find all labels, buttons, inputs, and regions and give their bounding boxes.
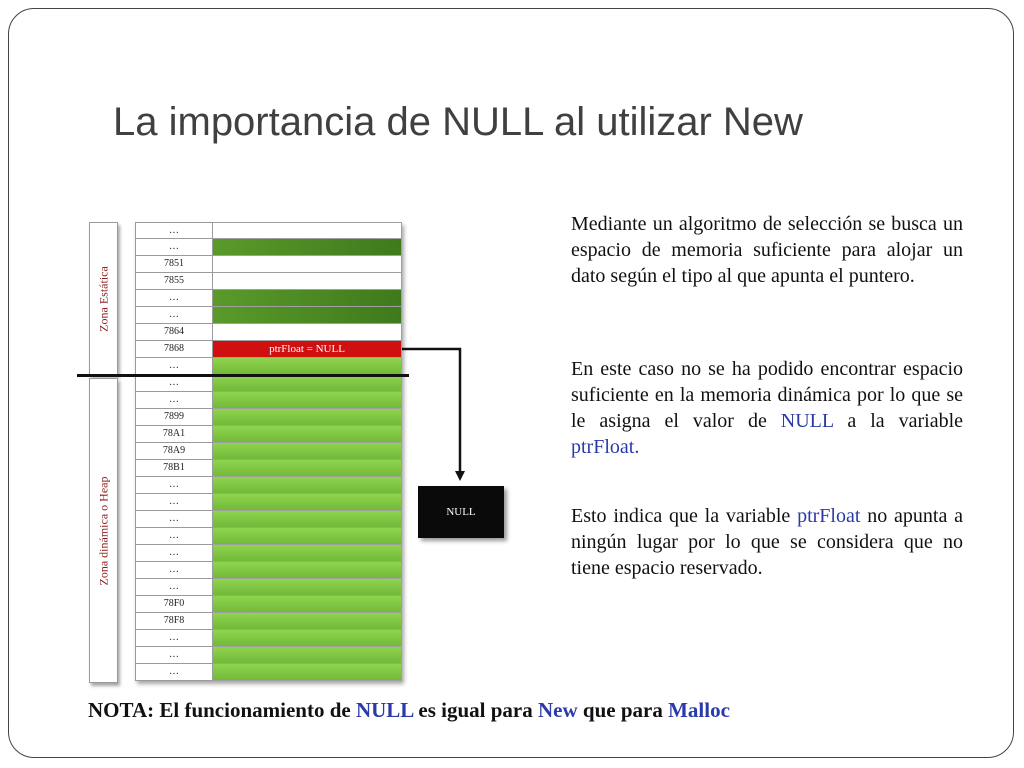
- static-zone-box: [89, 222, 118, 375]
- memory-cell: [213, 545, 402, 562]
- memory-cell: [213, 511, 402, 528]
- memory-cell: [213, 239, 402, 256]
- paragraph-3-var: ptrFloat: [797, 505, 861, 527]
- memory-row: [135, 443, 402, 460]
- memory-row: [135, 511, 402, 528]
- memory-cell: [213, 528, 402, 545]
- memory-cell: [213, 562, 402, 579]
- slide-title: La importancia de NULL al utilizar New: [113, 100, 803, 144]
- memory-cell: [213, 307, 402, 324]
- memory-table: [135, 222, 402, 681]
- memory-address: 7855: [135, 273, 213, 290]
- memory-row: [135, 273, 402, 290]
- memory-cell: [213, 273, 402, 290]
- memory-address: …: [135, 239, 213, 256]
- memory-row: [135, 545, 402, 562]
- note-line: [88, 698, 730, 723]
- memory-address: 78F0: [135, 596, 213, 613]
- memory-cell: [213, 460, 402, 477]
- memory-row: [135, 494, 402, 511]
- memory-cell: [213, 222, 402, 239]
- memory-address: …: [135, 579, 213, 596]
- memory-address: …: [135, 545, 213, 562]
- memory-row: [135, 222, 402, 239]
- paragraph-2-null: NULL: [780, 410, 834, 432]
- memory-row: [135, 358, 402, 375]
- memory-address: 7864: [135, 324, 213, 341]
- memory-cell: [213, 443, 402, 460]
- note-prefix: NOTA: El funcionamiento de: [88, 698, 356, 722]
- memory-address: 78B1: [135, 460, 213, 477]
- memory-cell: [213, 630, 402, 647]
- memory-row: [135, 324, 402, 341]
- memory-cell: [213, 613, 402, 630]
- paragraph-1: [571, 211, 963, 289]
- paragraph-3-text-a: Esto indica que la variable: [571, 505, 798, 527]
- memory-address: …: [135, 222, 213, 239]
- memory-row: [135, 630, 402, 647]
- memory-row: [135, 562, 402, 579]
- memory-row: [135, 579, 402, 596]
- memory-address: …: [135, 392, 213, 409]
- note-mid-1: es igual para: [413, 698, 538, 722]
- memory-cell: [213, 409, 402, 426]
- memory-row: [135, 392, 402, 409]
- memory-address: …: [135, 477, 213, 494]
- memory-cell: [213, 477, 402, 494]
- memory-address: 78A1: [135, 426, 213, 443]
- memory-cell: [213, 647, 402, 664]
- memory-cell: [213, 664, 402, 681]
- memory-row: [135, 341, 402, 358]
- paragraph-2-var: ptrFloat.: [571, 436, 640, 458]
- null-box: NULL: [418, 486, 504, 538]
- memory-address: …: [135, 511, 213, 528]
- memory-address: …: [135, 358, 213, 375]
- memory-cell: [213, 426, 402, 443]
- static-zone-label: Zona Estática: [96, 265, 110, 332]
- paragraph-2: [571, 356, 963, 460]
- memory-address: …: [135, 562, 213, 579]
- memory-cell: ptrFloat = NULL: [213, 341, 402, 358]
- paragraph-1-text: Mediante un algoritmo de selección se busca un espacio de memoria suficiente para alojar un dato según el tipo al que apunta el puntero.: [571, 213, 963, 287]
- memory-address: …: [135, 664, 213, 681]
- memory-address: 7899: [135, 409, 213, 426]
- memory-row: [135, 239, 402, 256]
- memory-row: [135, 477, 402, 494]
- heap-zone-label: Zona dinámica o Heap: [96, 476, 110, 585]
- note-mid-2: que para: [577, 698, 669, 722]
- paragraph-2-text-b: a la variable: [833, 410, 964, 432]
- memory-address: …: [135, 375, 213, 392]
- note-malloc: Malloc: [668, 698, 730, 722]
- memory-cell: [213, 596, 402, 613]
- memory-row: [135, 613, 402, 630]
- memory-cell: [213, 375, 402, 392]
- note-new: New: [538, 698, 578, 722]
- memory-cell: [213, 324, 402, 341]
- memory-address: …: [135, 307, 213, 324]
- memory-row: [135, 409, 402, 426]
- zone-divider-line: [77, 374, 409, 377]
- paragraph-3-text-b: no apunta a ningún lugar por lo que se considera que no tiene espacio reservado.: [571, 505, 963, 579]
- paragraph-2-text-a: En este caso no se ha podido encontrar espacio suficiente en la memoria dinámica por lo que se le asigna el valor de: [571, 358, 963, 432]
- memory-row: [135, 307, 402, 324]
- paragraph-3: [571, 503, 963, 581]
- memory-row: [135, 528, 402, 545]
- memory-row: [135, 375, 402, 392]
- memory-cell: [213, 290, 402, 307]
- memory-cell: [213, 494, 402, 511]
- memory-address: …: [135, 290, 213, 307]
- heap-zone-box: [89, 378, 118, 683]
- memory-address: …: [135, 528, 213, 545]
- memory-address: 7868: [135, 341, 213, 358]
- memory-row: [135, 460, 402, 477]
- note-null: NULL: [355, 698, 414, 722]
- memory-address: …: [135, 630, 213, 647]
- memory-address: …: [135, 647, 213, 664]
- memory-address: …: [135, 494, 213, 511]
- memory-row: [135, 647, 402, 664]
- memory-row: [135, 290, 402, 307]
- memory-cell: [213, 358, 402, 375]
- memory-row: [135, 596, 402, 613]
- memory-address: 78F8: [135, 613, 213, 630]
- memory-row: [135, 426, 402, 443]
- memory-cell: [213, 392, 402, 409]
- memory-address: 78A9: [135, 443, 213, 460]
- memory-address: 7851: [135, 256, 213, 273]
- memory-row: [135, 256, 402, 273]
- memory-row: [135, 664, 402, 681]
- memory-cell: [213, 256, 402, 273]
- memory-cell: [213, 579, 402, 596]
